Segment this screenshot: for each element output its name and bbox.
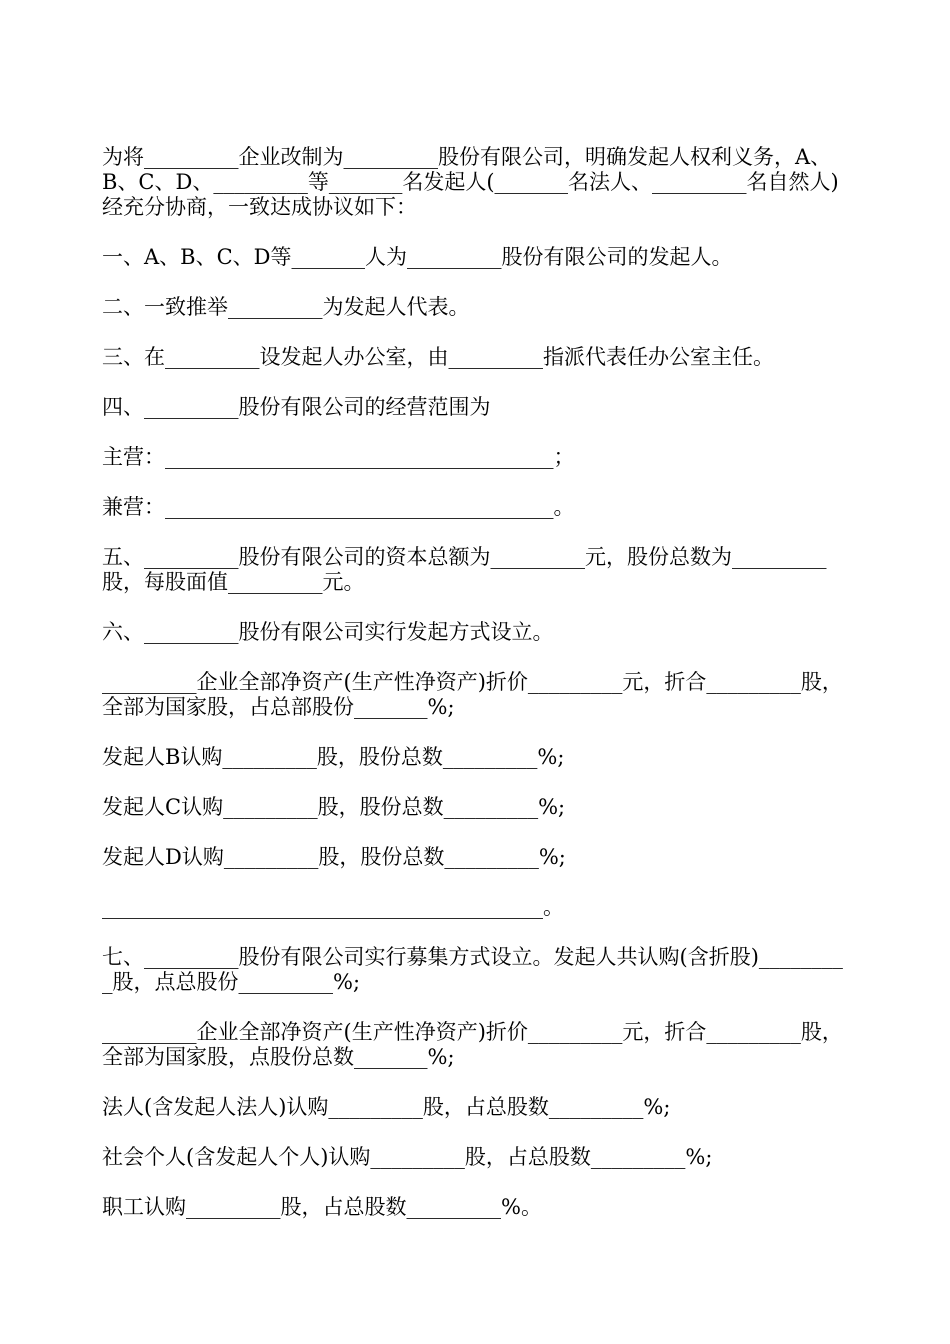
clause-6: 六、_________股份有限公司实行发起方式设立。: [102, 620, 554, 644]
clause-3: 三、在_________设发起人办公室，由_________指派代表任办公室主任。: [102, 345, 774, 369]
clause-1: 一、A、B、C、D等_______人为_________股份有限公司的发起人。: [102, 245, 733, 269]
clause-6-assets: _________企业全部净资产(生产性净资产)折价_________元，折合_________股，全部为国家股，占总部股份_______%;: [102, 670, 843, 719]
clause-4: 四、_________股份有限公司的经营范围为: [102, 395, 491, 419]
clause-7-staff: 职工认购_________股，占总股数_________%。: [102, 1195, 542, 1219]
intro-paragraph: 为将_________企业改制为_________股份有限公司，明确发起人权利义务，A、B、C、D、_________等_______名发起人(_______名法人、_________名自然人)经充分协商，一致达成协议如下：: [102, 145, 839, 219]
side-business-line: 兼营：_____________________________________。: [102, 495, 575, 519]
clause-7-public: 社会个人(含发起人个人)认购_________股，占总股数_________%;: [102, 1145, 713, 1169]
clause-6-promoter-d: 发起人D认购_________股，股份总数_________%;: [102, 845, 566, 869]
clause-2: 二、一致推举_________为发起人代表。: [102, 295, 470, 319]
clause-5: 五、_________股份有限公司的资本总额为_________元，股份总数为_________股，每股面值_________元。: [102, 545, 827, 594]
clause-7-assets: _________企业全部净资产(生产性净资产)折价_________元，折合_________股，全部为国家股，点股份总数_______%;: [102, 1020, 843, 1069]
main-business-line: 主营：_____________________________________；: [102, 445, 575, 469]
document-body: [102, 145, 852, 1220]
clause-6-promoter-c: 发起人C认购_________股，股份总数_________%;: [102, 795, 566, 819]
clause-6-promoter-b: 发起人B认购_________股，股份总数_________%;: [102, 745, 565, 769]
clause-7: 七、_________股份有限公司实行募集方式设立。发起人共认购(含折股)_________股，点总股份_________%;: [102, 945, 843, 994]
clause-6-blank-line: __________________________________________。: [102, 895, 564, 919]
clause-7-legal-persons: 法人(含发起人法人)认购_________股，占总股数_________%;: [102, 1095, 671, 1119]
